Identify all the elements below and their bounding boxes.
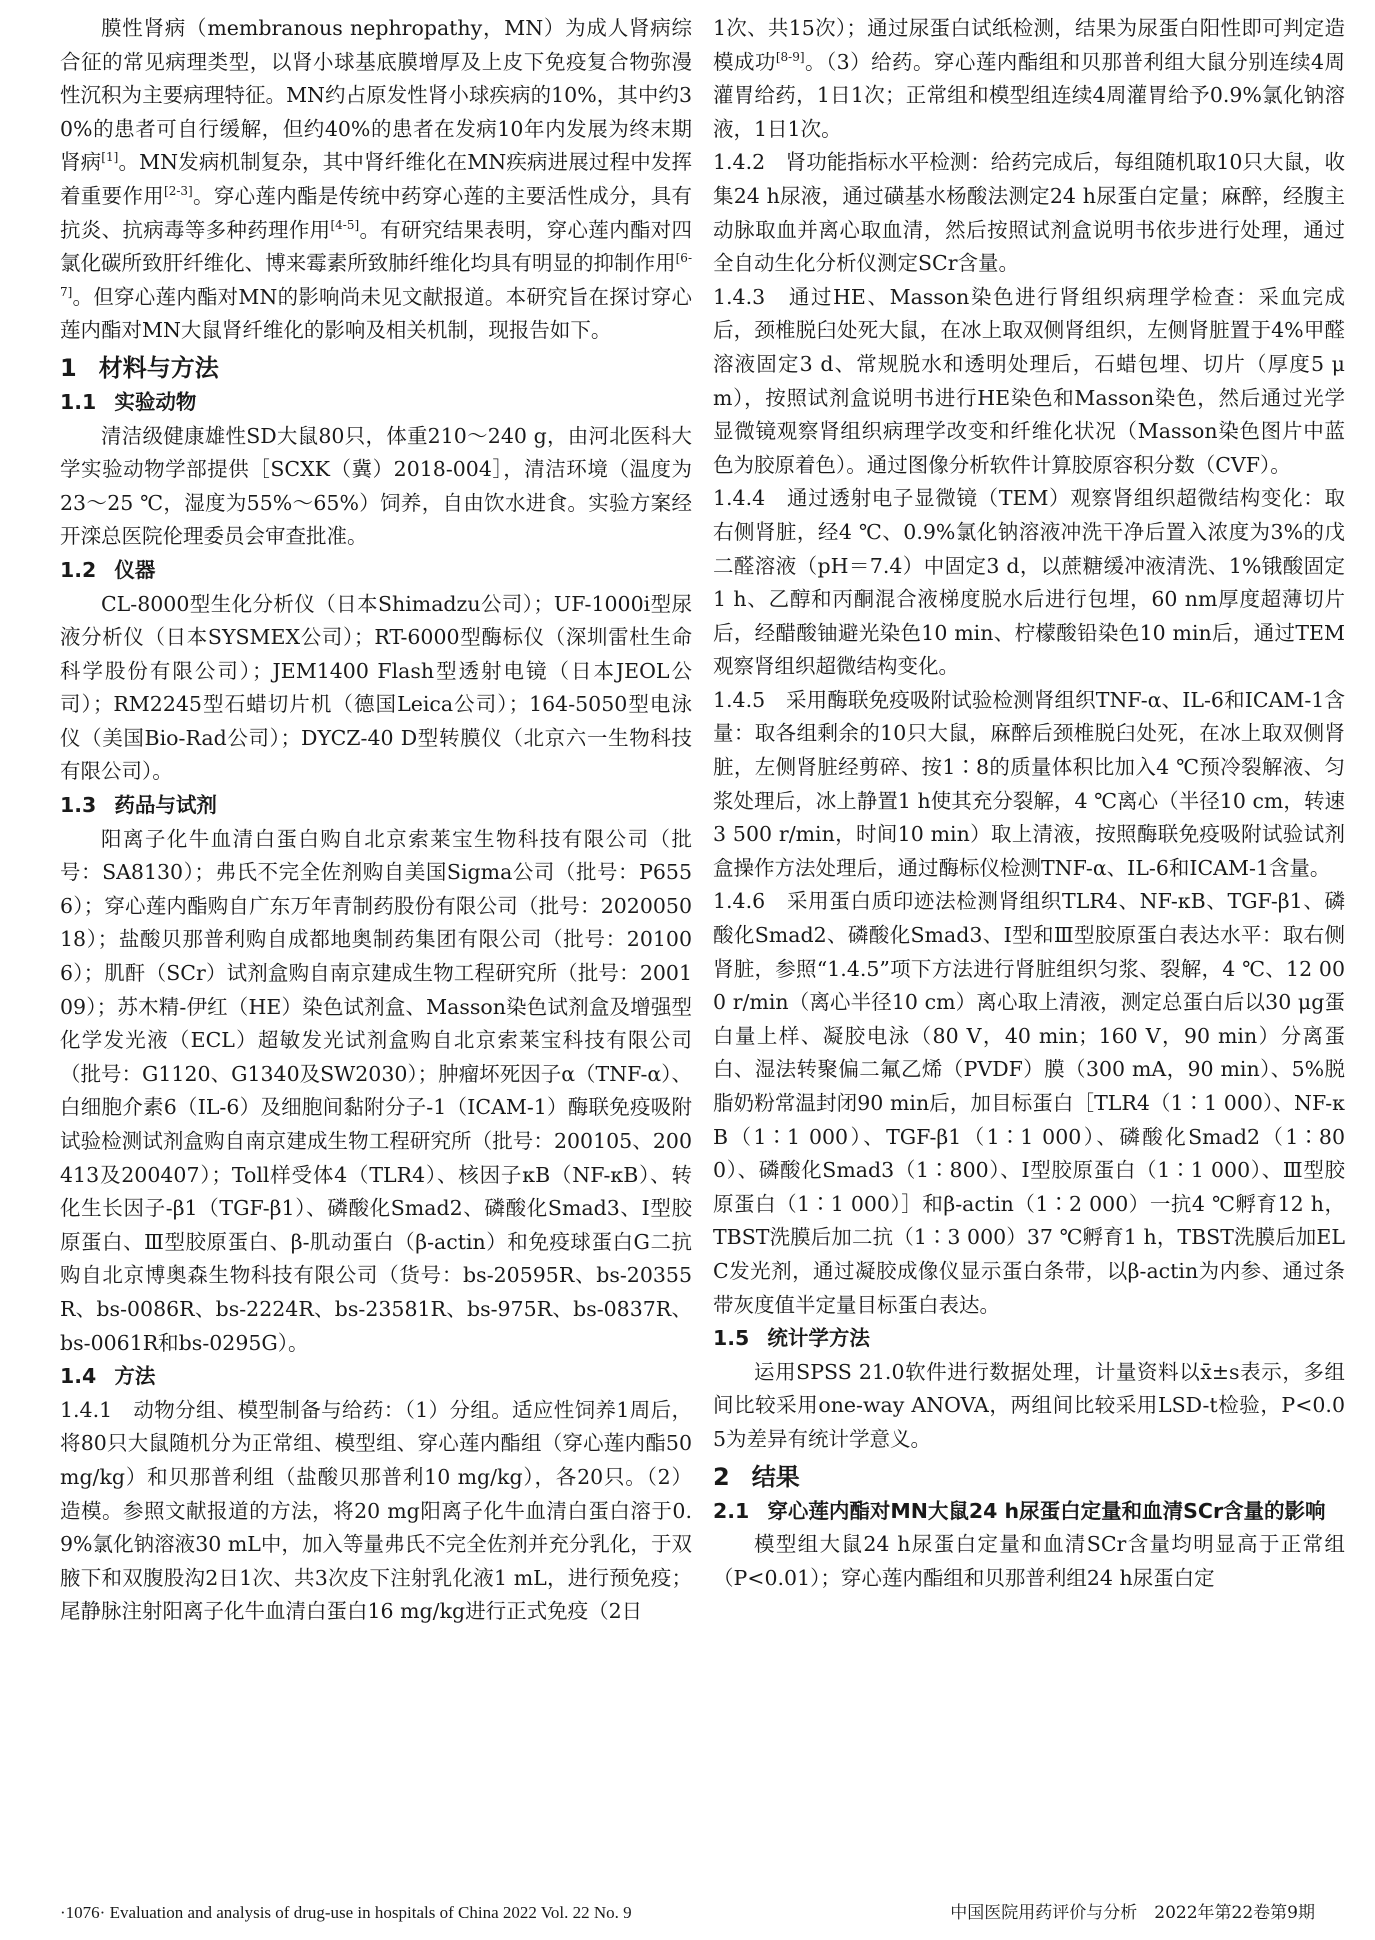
section-1-4-6-body: 1.4.6 采用蛋白质印迹法检测肾组织TLR4、NF-κB、TGF-β1、磷酸化Smad2、磷酸化Smad3、Ⅰ型和Ⅲ型胶原蛋白表达水平：取右侧肾脏，参照“1.4.5”项下方法进行肾脏组织匀浆、裂解，4 ℃、12 000 r/min（离心半径10 cm）离心取上清液，测定总蛋白后以30 μg蛋白量上样、凝胶电泳（80 V，40 min；160 V，90 min）分离蛋白、湿法转聚偏二氟乙烯（PVDF）膜（300 mA，90 min）、5%脱脂奶粉常温封闭90 min后，加目标蛋白［TLR4（1∶1 000）、NF-κB（1∶1 000）、TGF-β1（1∶1 000）、磷酸化Smad2（1∶800）、磷酸化Smad3（1∶800）、Ⅰ型胶原蛋白（1∶1 000）、Ⅲ型胶原蛋白（1∶1 000）］和β-actin（1∶2 000）一抗4 ℃孵育12 h，TBST洗膜后加二抗（1∶3 000）37 ℃孵育1 h，TBST洗膜后加ELC发光剂，通过凝胶成像仪显示蛋白条带，以β-actin为内参、通过条带灰度值半定量目标蛋白表达。 — [713, 889, 1345, 1317]
section-1-4-4-body: 1.4.4 通过透射电子显微镜（TEM）观察肾组织超微结构变化：取右侧肾脏，经4 ℃、0.9%氯化钠溶液冲洗干净后置入浓度为3%的戊二醛溶液（pH＝7.4）中固定3 d，以蔗糖缓冲液清洗、1%锇酸固定1 h、乙醇和丙酮混合液梯度脱水后进行包埋，60 nm厚度超薄切片后，经醋酸铀避光染色10 min、柠檬酸铅染色10 min后，通过TEM观察肾组织超微结构变化。 — [713, 486, 1345, 679]
citation: [6-7] — [60, 251, 692, 299]
section-heading-1-5: 1.5 统计学方法 — [713, 1326, 870, 1351]
section-heading-2: 2 结果 — [713, 1462, 800, 1491]
section-1-4-3-body: 1.4.3 通过HE、Masson染色进行肾组织病理学检查：采血完成后，颈椎脱臼处死大鼠，在冰上取双侧肾组织，左侧肾脏置于4%甲醛溶液固定3 d、常规脱水和透明处理后，石蜡包埋、切片（厚度5 μm），按照试剂盒说明书进行HE染色和Masson染色，然后通过光学显微镜观察肾组织病理学改变和纤维化状况（Masson染色图片中蓝色为胶原着色）。通过图像分析软件计算胶原容积分数（CVF）。 — [713, 284, 1345, 477]
citation: [2-3] — [164, 184, 193, 199]
section-1-4-1-body: 1.4.1 动物分组、模型制备与给药：（1）分组。适应性饲养1周后，将80只大鼠随机分为正常组、模型组、穿心莲内酯组（穿心莲内酯50 mg/kg）和贝那普利组（盐酸贝那普利10 mg/kg），各20只。（2）造模。参照文献报道的方法，将20 mg阳离子化牛血清白蛋白溶于0.9%氯化钠溶液30 mL中，加入等量弗氏不完全佐剂并充分乳化，于双腋下和双腹股沟2日1次、共3次皮下注射乳化液1 mL，进行预免疫；尾静脉注射阳离子化牛血清白蛋白16 mg/kg进行正式免疫（2日 — [60, 1397, 692, 1624]
section-heading-2-1: 2.1 穿心莲内酯对MN大鼠24 h尿蛋白定量和血清SCr含量的影响 — [713, 1498, 1326, 1523]
footer-journal-english: ·1076· Evaluation and analysis of drug-use in hospitals of China 2022 Vol. 22 No. 9 — [60, 1903, 632, 1922]
right-column — [713, 12, 1345, 1595]
citation: [4-5] — [330, 217, 360, 232]
section-1-5-body: 运用SPSS 21.0软件进行数据处理，计量资料以x̄±s表示，多组间比较采用one-way ANOVA，两组间比较采用LSD-t检验，P<0.05为差异有统计学意义。 — [713, 1359, 1345, 1451]
section-heading-1-2: 1.2 仪器 — [60, 557, 156, 582]
footer-journal-chinese: 中国医院用药评价与分析 2022年第22卷第9期 — [950, 1903, 1315, 1923]
section-heading-1-3: 1.3 药品与试剂 — [60, 793, 217, 818]
section-heading-1-1: 1.1 实验动物 — [60, 389, 197, 414]
section-1-4-5-body: 1.4.5 采用酶联免疫吸附试验检测肾组织TNF-α、IL-6和ICAM-1含量：取各组剩余的10只大鼠，麻醉后颈椎脱臼处死，在冰上取双侧肾脏，左侧肾脏经剪碎、按1∶8的质量体积比加入4 ℃预冷裂解液、匀浆处理后，冰上静置1 h使其充分裂解，4 ℃离心（半径10 cm，转速3 500 r/min，时间10 min）取上清液，按照酶联免疫吸附试验试剂盒操作方法处理后，通过酶标仪检测TNF-α、IL-6和ICAM-1含量。 — [713, 687, 1345, 880]
section-2-1-body: 模型组大鼠24 h尿蛋白定量和血清SCr含量均明显高于正常组（P<0.01）；穿心莲内酯组和贝那普利组24 h尿蛋白定 — [713, 1532, 1345, 1590]
intro-paragraph: 膜性肾病（membranous nephropathy，MN）为成人肾病综合征的常见病理类型，以肾小球基底膜增厚及上皮下免疫复合物弥漫性沉积为主要病理特征。MN约占原发性肾小球疾病的10%，其中约30%的患者可自行缓解，但约40%的患者在发病10年内发展为终末期肾病[1]。MN发病机制复杂，其中肾纤维化在MN疾病进展过程中发挥着重要作用[2-3]。穿心莲内酯是传统中药穿心莲的主要活性成分，具有抗炎、抗病毒等多种药理作用[4-5]。有研究结果表明，穿心莲内酯对四氯化碳所致肝纤维化、博来霉素所致肺纤维化均具有明显的抑制作用[6-7]。但穿心莲内酯对MN的影响尚未见文献报道。本研究旨在探讨穿心莲内酯对MN大鼠肾纤维化的影响及相关机制，现报告如下。 — [60, 16, 693, 343]
section-1-2-body: CL-8000型生化分析仪（日本Shimadzu公司）；UF-1000i型尿液分析仪（日本SYSMEX公司）；RT-6000型酶标仪（深圳雷杜生命科学股份有限公司）；JEM1400 Flash型透射电镜（日本JEOL公司）；RM2245型石蜡切片机（德国Leica公司）；164-5050型电泳仪（美国Bio-Rad公司）；DYCZ-40 D型转膜仪（北京六一生物科技有限公司）。 — [60, 591, 692, 784]
section-heading-1-4: 1.4 方法 — [60, 1364, 156, 1389]
section-1-1-body: 清洁级健康雄性SD大鼠80只，体重210～240 g，由河北医科大学实验动物学部提供［SCXK（冀）2018-004］，清洁环境（温度为23～25 ℃，湿度为55%～65%）饲养，自由饮水进食。实验方案经开滦总医院伦理委员会审查批准。 — [60, 423, 692, 549]
section-1-4-2-body: 1.4.2 肾功能指标水平检测：给药完成后，每组随机取10只大鼠，收集24 h尿液，通过磺基水杨酸法测定24 h尿蛋白定量；麻醉，经腹主动脉取血并离心取血清，然后按照试剂盒说明书依步进行处理，通过全自动生化分析仪测定SCr含量。 — [713, 150, 1345, 276]
left-column — [60, 12, 692, 1629]
section-1-3-body: 阳离子化牛血清白蛋白购自北京索莱宝生物科技有限公司（批号：SA8130）；弗氏不完全佐剂购自美国Sigma公司（批号：P6556）；穿心莲内酯购自广东万年青制药股份有限公司（批号：202005018）；盐酸贝那普利购自成都地奥制药集团有限公司（批号：201006）；肌酐（SCr）试剂盒购自南京建成生物工程研究所（批号：200109）；苏木精-伊红（HE）染色试剂盒、Masson染色试剂盒及增强型化学发光液（ECL）超敏发光试剂盒购自北京索莱宝科技有限公司（批号：G1120、G1340及SW2030）；肿瘤坏死因子α（TNF-α）、白细胞介素6（IL-6）及细胞间黏附分子-1（ICAM-1）酶联免疫吸附试验检测试剂盒购自南京建成生物工程研究所（批号：200105、200413及200407）；Toll样受体4（TLR4）、核因子κB（NF-κB）、转化生长因子-β1（TGF-β1）、磷酸化Smad2、磷酸化Smad3、Ⅰ型胶原蛋白、Ⅲ型胶原蛋白、β-肌动蛋白（β-actin）和免疫球蛋白G二抗购自北京博奥森生物科技有限公司（货号：bs-20595R、bs-20355R、bs-0086R、bs-2224R、bs-23581R、bs-975R、bs-0837R、bs-0061R和bs-0295G）。 — [60, 826, 692, 1355]
page-footer — [60, 1898, 1315, 1928]
section-heading-1: 1 材料与方法 — [60, 353, 219, 382]
section-1-4-1-continued: 1次、共15次）；通过尿蛋白试纸检测，结果为尿蛋白阳性即可判定造模成功[8-9]。（3）给药。穿心莲内酯组和贝那普利组大鼠分别连续4周灌胃给药，1日1次；正常组和模型组连续4周灌胃给予0.9%氯化钠溶液，1日1次。 — [713, 16, 1346, 141]
citation: [1] — [101, 150, 119, 165]
citation: [8-9] — [775, 49, 805, 64]
